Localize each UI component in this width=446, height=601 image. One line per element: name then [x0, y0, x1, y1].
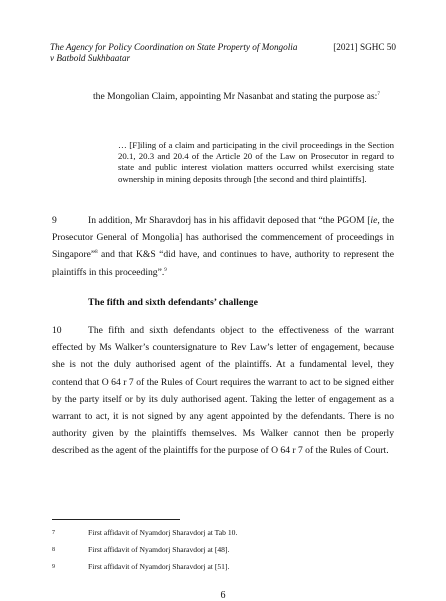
footnote-number: 8 [52, 547, 55, 553]
case-name: The Agency for Policy Coordination on State Property of Mongolia v Batbold Sukhbaatar [50, 42, 298, 63]
footnote-8 [52, 545, 352, 555]
footnote-9 [52, 562, 352, 572]
footnote-divider [52, 519, 180, 520]
paragraph-text: The fifth and sixth defendants object to the effectiveness of the warrant effected by Ms Walker’s countersignature to Rev Law’s letter of engagement, because she is not the duly authorised agent of the plaintiffs. At a fundamental level, they contend that O 64 r 7 of the Rules of Court requires the warrant to act to be signed either by the party itself or by its duly authorised agent. Taking the letter of engagement as a warrant to act, it is not signed by any agent appointed by the defendants. There is no authority given by the plaintiffs themselves. Ms Walker cannot then be properly described as the agent of the plaintiffs for the purpose of O 64 r 7 of the Rules of Court. [52, 325, 394, 457]
footnote-number: 7 [52, 530, 55, 536]
paragraph-9 [52, 212, 394, 281]
footnote-number: 9 [52, 564, 55, 570]
page-number: 6 [220, 590, 226, 601]
paragraph-number: 10 [52, 325, 62, 336]
footnote-text: First affidavit of Nyamdorj Sharavdorj at Tab 10. [88, 528, 238, 537]
intro-paragraph [93, 88, 393, 105]
paragraph-text-c: and that K&S “did have, and continues to have, authority to represent the plaintiffs in this proceeding”. [52, 249, 394, 278]
footnote-7 [52, 528, 352, 538]
paragraph-text-a: In addition, Mr Sharavdorj has in his affidavit deposed that “the PGOM [ [88, 215, 371, 226]
section-heading: The fifth and sixth defendants’ challenge [88, 297, 258, 308]
page-header [50, 42, 396, 64]
paragraph-text-ie: ie [370, 215, 378, 226]
paragraph-10 [52, 322, 394, 460]
block-quote: … [F]iling of a claim and participating in the civil proceedings in the Section 20.1, 20.3 and 20.4 of the Article 20 of the Law on Prosecutor in regard to state and public interest violation matters occurred whilst exercising state ownership in mining deposits through [the second and third plaintiffs]. [118, 140, 394, 184]
footnote-ref-9[interactable]: 9 [164, 267, 167, 273]
footnote-text: First affidavit of Nyamdorj Sharavdorj at [48]. [88, 545, 230, 554]
footnote-ref-8[interactable]: 8 [95, 250, 98, 256]
case-citation: [2021] SGHC 50 [333, 42, 396, 52]
footnote-ref-7[interactable]: 7 [377, 91, 380, 97]
intro-text: the Mongolian Claim, appointing Mr Nasanbat and stating the purpose as: [93, 91, 378, 102]
paragraph-number: 9 [52, 215, 57, 226]
footnote-text: First affidavit of Nyamdorj Sharavdorj at [51]. [88, 562, 230, 571]
paragraph-text-b: , the Prosecutor General of Mongolia] has authorised the commencement of proceedings in Singapore” [52, 215, 395, 261]
